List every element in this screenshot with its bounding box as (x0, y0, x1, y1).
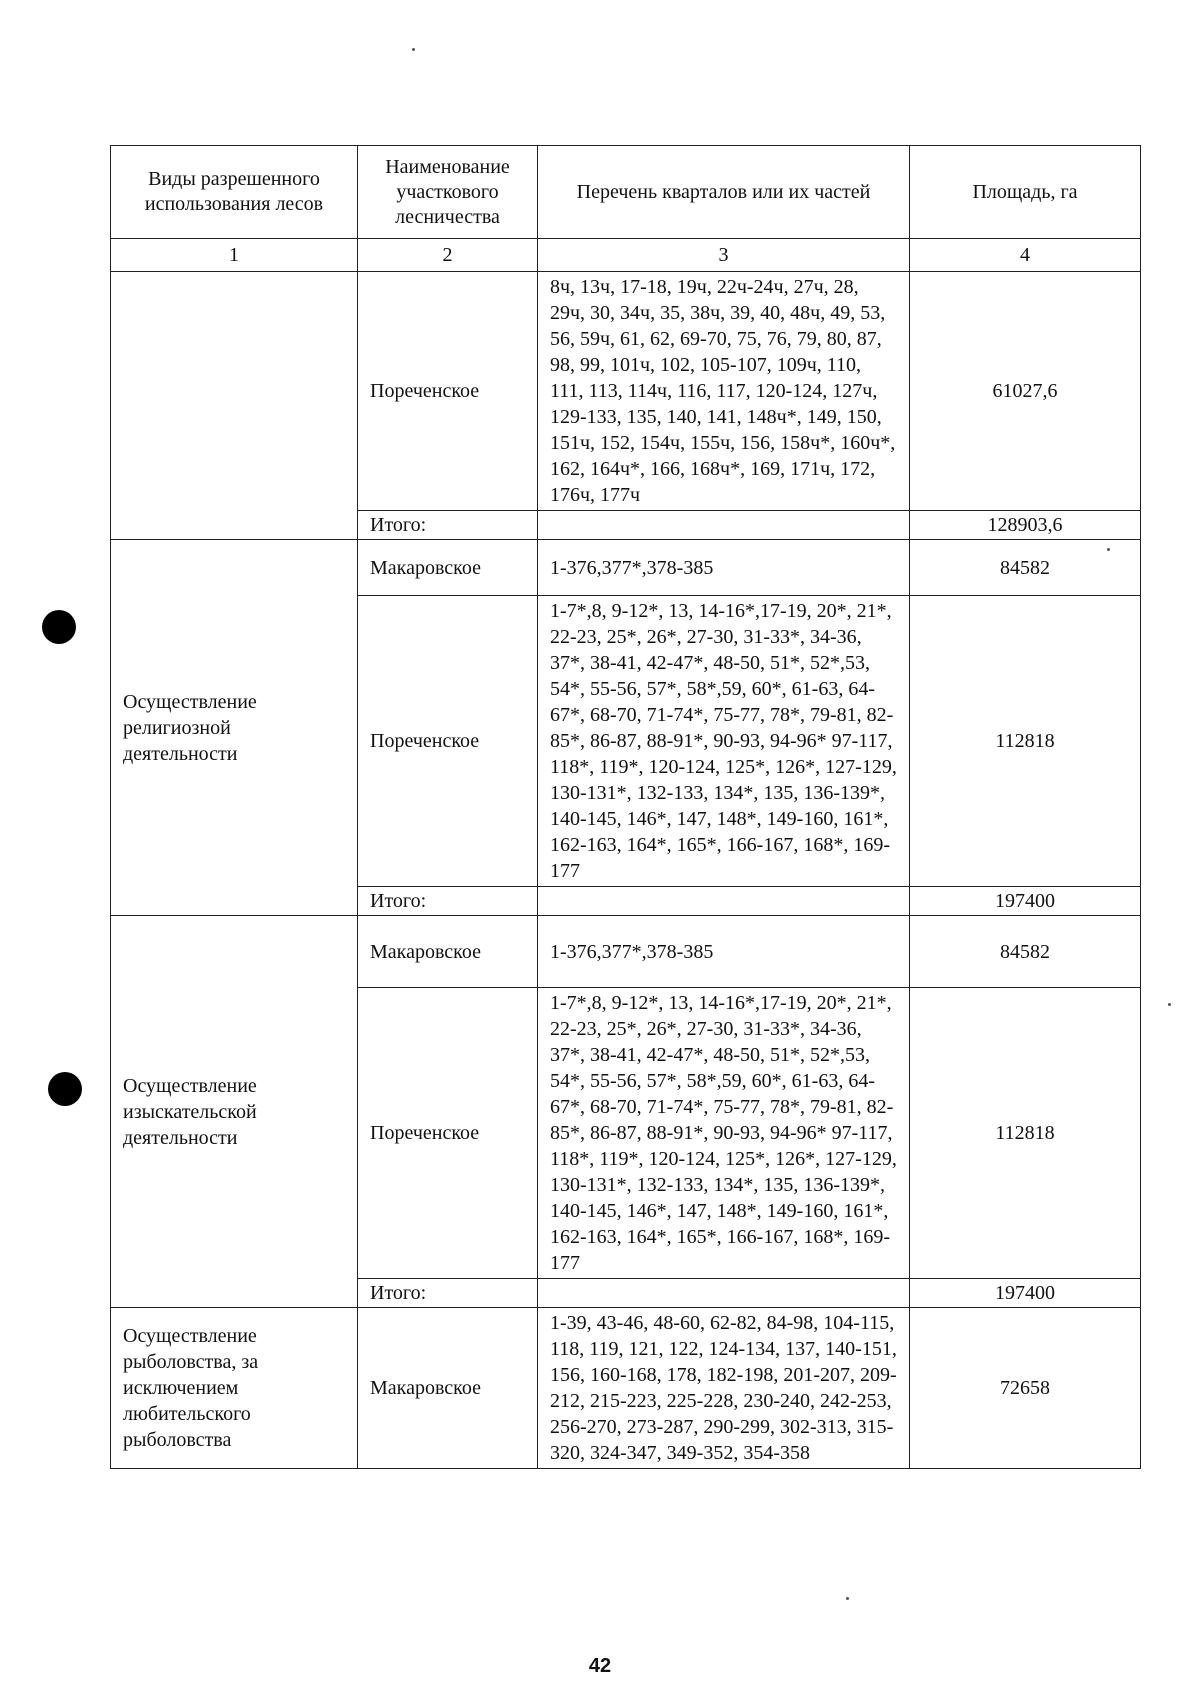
forestry-name: Пореченское (358, 272, 538, 511)
blocks-list: 1-7*,8, 9-12*, 13, 14-16*,17-19, 20*, 21*, 22-23, 25*, 26*, 27-30, 31-33*, 34-36, 37*, 38-41, 42-47*, 48-50, 51*, 52*,53, 54*, 55-56, 57*, 58*,59, 60*, 61-63, 64-67*, 68-70, 71-74*, 75-77, 78*, 79-81, 82-85*, 86-87, 88-91*, 90-93, 94-96* 97-117, 118*, 119*, 120-124, 125*, 126*, 127-129, 130-131*, 132-133, 134*, 135, 136-139*, 140-145, 146*, 147, 148*, 149-160, 161*, 162-163, 164*, 165*, 166-167, 168*, 169-177 (538, 988, 910, 1279)
area-value: 61027,6 (910, 272, 1141, 511)
blocks-list: 1-39, 43-46, 48-60, 62-82, 84-98, 104-115, 118, 119, 121, 122, 124-134, 137, 140-151, 156, 160-168, 178, 182-198, 201-207, 209-212, 215-223, 225-228, 230-240, 242-253, 256-270, 273-287, 290-299, 302-313, 315-320, 324-347, 349-352, 354-358 (538, 1308, 910, 1469)
header-area: Площадь, га (910, 146, 1141, 239)
header-forestry-name: Наименование участкового лесничества (358, 146, 538, 239)
page-number: 42 (588, 1655, 612, 1677)
use-type-cell: Осуществление религиозной деятельности (111, 540, 358, 916)
column-number: 3 (538, 239, 910, 272)
total-blocks-empty (538, 887, 910, 916)
total-area: 197400 (910, 1279, 1141, 1308)
total-blocks-empty (538, 1279, 910, 1308)
table-row (111, 272, 1141, 511)
use-type-cell: Осуществление рыболовства, за исключением любительского рыболовства (111, 1308, 358, 1469)
total-label: Итого: (358, 887, 538, 916)
forestry-name: Макаровское (358, 916, 538, 988)
table-row (111, 916, 1141, 988)
header-use-type: Виды разрешенного использования лесов (111, 146, 358, 239)
blocks-list: 1-376,377*,378-385 (538, 540, 910, 596)
scan-speck (846, 1597, 849, 1600)
punch-hole-top (42, 610, 76, 644)
column-number: 1 (111, 239, 358, 272)
total-area: 197400 (910, 887, 1141, 916)
column-number: 2 (358, 239, 538, 272)
blocks-list: 1-376,377*,378-385 (538, 916, 910, 988)
forestry-name: Пореченское (358, 988, 538, 1279)
scan-speck (412, 48, 415, 51)
area-value: 72658 (910, 1308, 1141, 1469)
use-type-cell: Осуществление изыскательской деятельности (111, 916, 358, 1308)
use-type-cell (111, 272, 358, 540)
scan-speck (1168, 1003, 1171, 1006)
total-label: Итого: (358, 1279, 538, 1308)
total-blocks-empty (538, 511, 910, 540)
area-value: 112818 (910, 988, 1141, 1279)
forest-use-table (110, 145, 1141, 1469)
blocks-list: 8ч, 13ч, 17-18, 19ч, 22ч-24ч, 27ч, 28, 29ч, 30, 34ч, 35, 38ч, 39, 40, 48ч, 49, 53, 56, 59ч, 61, 62, 69-70, 75, 76, 79, 80, 87, 98, 99, 101ч, 102, 105-107, 109ч, 110, 111, 113, 114ч, 116, 117, 120-124, 127ч, 129-133, 135, 140, 141, 148ч*, 149, 150, 151ч, 152, 154ч, 155ч, 156, 158ч*, 160ч*, 162, 164ч*, 166, 168ч*, 169, 171ч, 172, 176ч, 177ч (538, 272, 910, 511)
header-blocks-list: Перечень кварталов или их частей (538, 146, 910, 239)
blocks-list: 1-7*,8, 9-12*, 13, 14-16*,17-19, 20*, 21*, 22-23, 25*, 26*, 27-30, 31-33*, 34-36, 37*, 38-41, 42-47*, 48-50, 51*, 52*,53, 54*, 55-56, 57*, 58*,59, 60*, 61-63, 64-67*, 68-70, 71-74*, 75-77, 78*, 79-81, 82-85*, 86-87, 88-91*, 90-93, 94-96* 97-117, 118*, 119*, 120-124, 125*, 126*, 127-129, 130-131*, 132-133, 134*, 135, 136-139*, 140-145, 146*, 147, 148*, 149-160, 161*, 162-163, 164*, 165*, 166-167, 168*, 169-177 (538, 596, 910, 887)
forestry-name: Макаровское (358, 540, 538, 596)
table-row (111, 1308, 1141, 1469)
area-value: 84582 (910, 916, 1141, 988)
column-number: 4 (910, 239, 1141, 272)
punch-hole-bottom (48, 1072, 82, 1106)
total-area: 128903,6 (910, 511, 1141, 540)
area-value: 84582 (910, 540, 1141, 596)
area-value: 112818 (910, 596, 1141, 887)
forestry-name: Макаровское (358, 1308, 538, 1469)
table-row (111, 540, 1141, 596)
total-label: Итого: (358, 511, 538, 540)
forestry-name: Пореченское (358, 596, 538, 887)
